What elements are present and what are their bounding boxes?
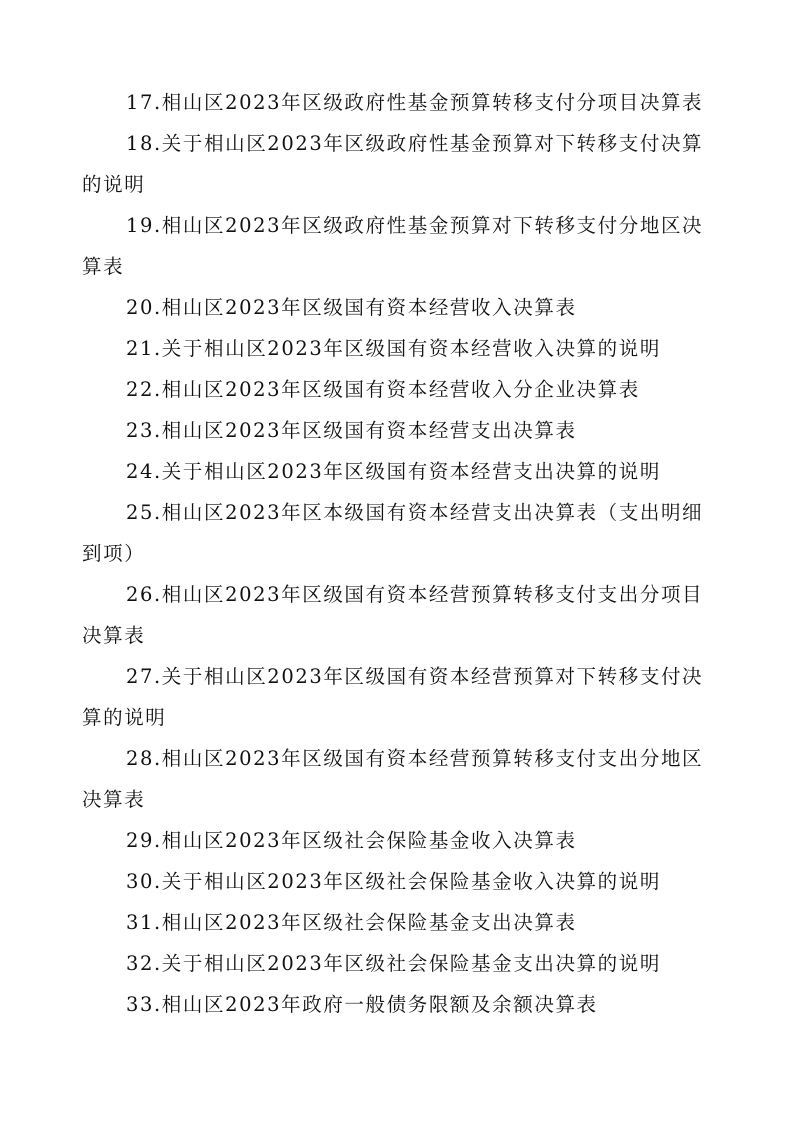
list-item: 22.相山区2023年区级国有资本经营收入分企业决算表 bbox=[126, 378, 640, 401]
list-item: 29.相山区2023年区级社会保险基金收入决算表 bbox=[126, 829, 577, 852]
list-item: 27.关于相山区2023年区级国有资本经营预算对下转移支付决算的说明 bbox=[82, 665, 704, 729]
list-item: 25.相山区2023年区本级国有资本经营支出决算表（支出明细到项） bbox=[82, 501, 704, 565]
list-item: 26.相山区2023年区级国有资本经营预算转移支付支出分项目决算表 bbox=[82, 583, 704, 647]
list-item: 30.关于相山区2023年区级社会保险基金收入决算的说明 bbox=[126, 870, 661, 893]
list-item: 32.关于相山区2023年区级社会保险基金支出决算的说明 bbox=[126, 952, 661, 975]
list-item: 18.关于相山区2023年区级政府性基金预算对下转移支付决算的说明 bbox=[82, 132, 704, 196]
list-item: 19.相山区2023年区级政府性基金预算对下转移支付分地区决算表 bbox=[82, 214, 704, 278]
list-item: 21.关于相山区2023年区级国有资本经营收入决算的说明 bbox=[126, 337, 661, 360]
list-item: 28.相山区2023年区级国有资本经营预算转移支付支出分地区决算表 bbox=[82, 747, 704, 811]
list-item: 24.关于相山区2023年区级国有资本经营支出决算的说明 bbox=[126, 460, 661, 483]
list-item: 20.相山区2023年区级国有资本经营收入决算表 bbox=[126, 296, 577, 319]
list-item: 17.相山区2023年区级政府性基金预算转移支付分项目决算表 bbox=[126, 91, 704, 114]
list-item: 23.相山区2023年区级国有资本经营支出决算表 bbox=[126, 419, 577, 442]
list-item: 31.相山区2023年区级社会保险基金支出决算表 bbox=[126, 911, 577, 934]
list-item: 33.相山区2023年政府一般债务限额及余额决算表 bbox=[126, 993, 598, 1016]
